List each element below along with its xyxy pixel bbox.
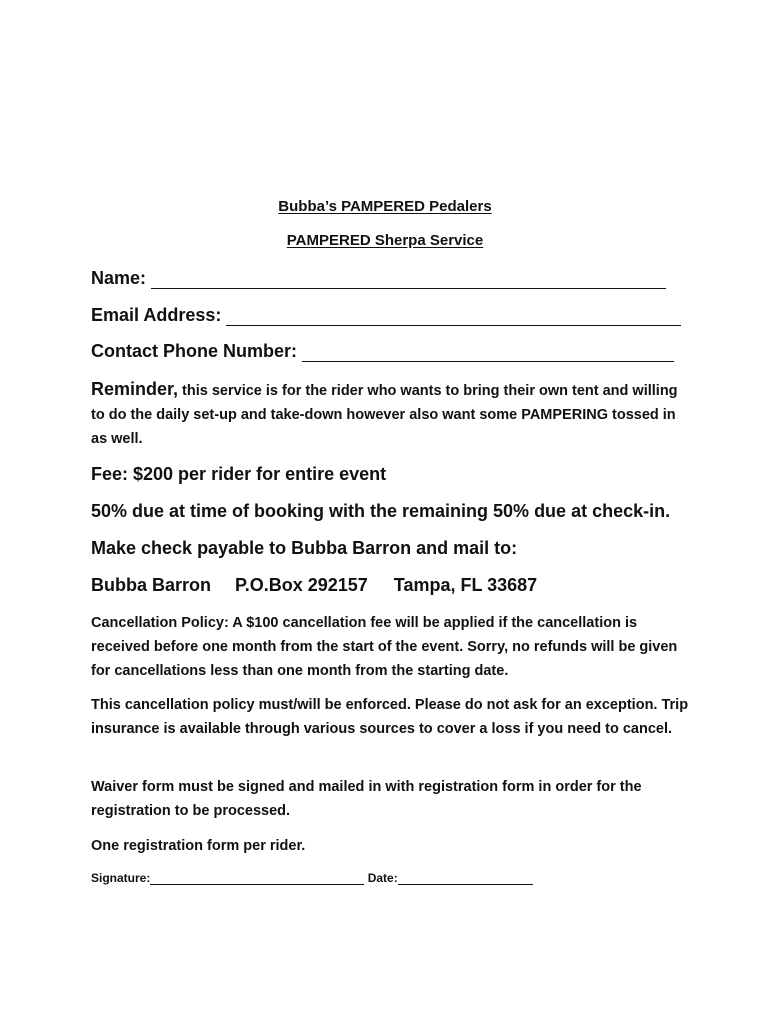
reminder-lead: Reminder, <box>91 379 179 399</box>
service-title: PAMPERED Sherpa Service <box>286 232 484 249</box>
signature-blank[interactable] <box>150 871 364 885</box>
waiver-note: Waiver form must be signed and mailed in with registration form in order for the registration to be processed. <box>91 779 642 819</box>
mailing-address <box>91 575 537 596</box>
email-field-row <box>91 305 681 326</box>
signature-row <box>91 871 533 885</box>
name-blank[interactable] <box>151 270 666 289</box>
deposit-line: 50% due at time of booking with the remaining 50% due at check-in. <box>91 501 671 521</box>
address-name: Bubba Barron <box>91 575 212 595</box>
phone-blank[interactable] <box>302 343 674 362</box>
email-label: Email Address: <box>91 305 222 325</box>
company-title: Bubba’s PAMPERED Pedalers <box>278 198 492 215</box>
one-form-note: One registration form per rider. <box>91 838 306 854</box>
payable-line: Make check payable to Bubba Barron and mail to: <box>91 538 518 558</box>
reminder-text: this service is for the rider who wants to bring their own tent and willing to do the daily set-up and take-down however also want some PAMPERING tossed in as well. <box>91 383 678 447</box>
reminder-paragraph <box>91 377 681 451</box>
enforcement-note: This cancellation policy must/will be enforced. Please do not ask for an exception. Trip insurance is available through various sources to cover a loss if you need to cancel. <box>91 697 689 737</box>
cancellation-policy: Cancellation Policy: A $100 cancellation fee will be applied if the cancellation is received before one month from the start of the event. Sorry, no refunds will be given for cancellations less than one month from the starting date. <box>91 615 678 679</box>
address-city: Tampa, FL 33687 <box>393 575 538 595</box>
date-blank[interactable] <box>398 871 533 885</box>
name-label: Name: <box>91 268 147 288</box>
address-box: P.O.Box 292157 <box>235 575 368 595</box>
date-label: Date: <box>367 871 398 885</box>
name-field-row <box>91 268 666 289</box>
signature-label: Signature: <box>91 871 151 885</box>
email-blank[interactable] <box>226 307 681 326</box>
phone-field-row <box>91 341 674 362</box>
fee-line: Fee: $200 per rider for entire event <box>91 464 387 484</box>
phone-label: Contact Phone Number: <box>91 341 298 361</box>
